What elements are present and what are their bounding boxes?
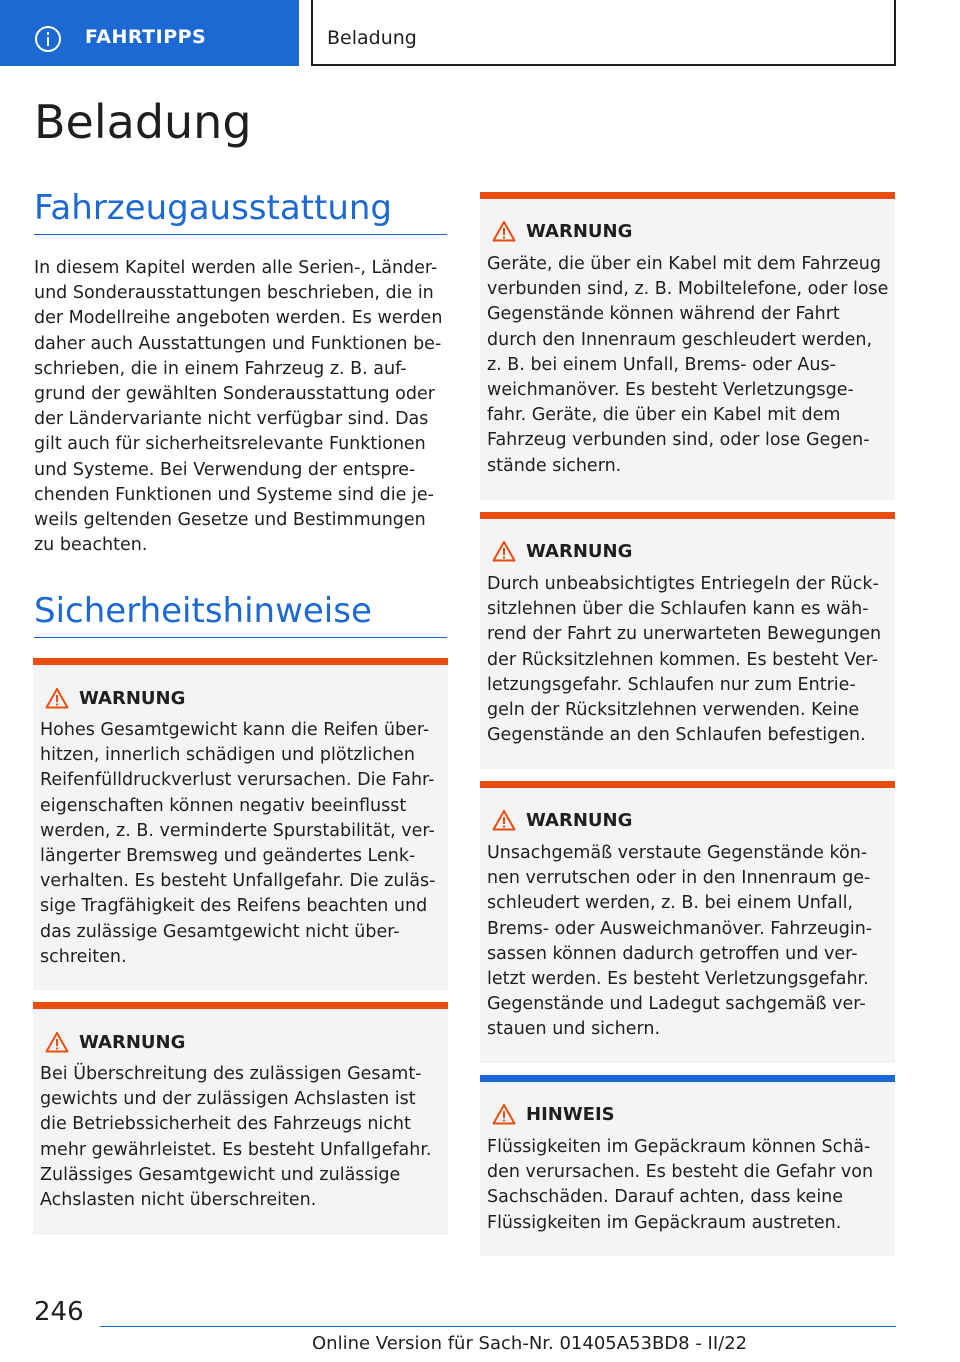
warning-text: Bei Überschreitung des zulässigen Gesamt- gewichts und der zulässigen Achslasten ist die Betriebssicherheit des Fahrzeugs nicht mehr gewährleistet. Es besteht Unfallgefahr. Zulässiges Gesamtgewicht und zulässige Achslasten nicht überschreiten. [40,1064,432,1211]
section-title-fahrzeugausstattung: Fahrzeugausstattung [34,188,393,228]
warning-title: WARNUNG [526,810,633,831]
section-header-label: Beladung [327,27,417,49]
warning-triangle-icon [492,809,516,831]
warning-text: Hohes Gesamtgewicht kann die Reifen über- hitzen, innerlich schädigen und plötzlichen Reifenfülldruckverlust verursachen. Die Fahr- eigenschaften können negativ beeinflusst werden, z. B. verminderte Spurstabilität, ver- längerter Bremsweg und geändertes Lenk- verhalten. Es besteht Unfallgefahr. Die zuläs- sige Tragfähigkeit des Reifens beachten und das zulässige Gesamtgewicht nicht über- schreiten. [40,720,436,967]
notice-bar [480,1075,895,1082]
footer-online-version: Online Version für Sach-Nr. 01405A53BD8 - II/22 [312,1333,748,1354]
warning-bar [480,512,895,519]
warning-box [480,192,895,500]
section-header-box [311,0,896,66]
section-divider [34,234,447,235]
warning-title: WARNUNG [79,1032,186,1053]
warning-box [480,781,895,1063]
section-title-sicherheitshinweise: Sicherheitshinweise [34,591,372,631]
intro-paragraph: In diesem Kapitel werden alle Serien-, Länder- und Sonderausstattungen beschrieben, die in der Modellreihe angeboten werden. Es werden daher auch Ausstattungen und Funktionen be- schrieben, die in einem Fahrzeug z. B. auf- grund der gewählten Sonderausstattung oder der Ländervariante nicht verfügbar sind. Das gilt auch für sicherheitsrelevante Funktionen und Systeme. Bei Verwendung der entspre- chenden Funktionen und Systeme sind die je- weils geltenden Gesetze und Bestimmungen zu beachten. [34,258,443,556]
page-number: 246 [34,1297,84,1327]
notice-title: HINWEIS [526,1104,615,1125]
warning-bar [480,781,895,788]
warning-triangle-icon [492,1103,516,1125]
footer-divider [100,1326,896,1327]
warning-triangle-icon [492,220,516,242]
warning-triangle-icon [45,687,69,709]
warning-text: Durch unbeabsichtigtes Entriegeln der Rück- sitzlehnen über die Schlaufen kann es wäh- rend der Fahrt zu unerwarteten Bewegungen der Rücksitzlehnen kommen. Es besteht Ver- letzungsgefahr. Schlaufen nur zum Entrie- geln der Rücksitzlehnen verwenden. Keine Gegenstände an den Schlaufen befestigen. [487,574,882,746]
section-divider [34,637,447,638]
warning-box [33,658,448,990]
notice-box [480,1075,895,1256]
chapter-tab-label: FAHRTIPPS [85,26,207,48]
warning-bar [33,1002,448,1009]
warning-title: WARNUNG [526,541,633,562]
warning-text: Unsachgemäß verstaute Gegenstände kön- nen verrutschen oder in den Innenraum ge- schleudert werden, z. B. bei einem Unfall, Brems- oder Ausweichmanöver. Fahrzeugin- sassen können dadurch getroffen und ver- letzt werden. Es besteht Verletzungsgefahr. Gegenstände und Ladegut sachgemäß ver- stauen und sichern. [487,843,873,1040]
warning-title: WARNUNG [526,221,633,242]
chapter-tab[interactable] [0,0,299,66]
page-title: Beladung [34,95,252,149]
warning-triangle-icon [492,540,516,562]
warning-triangle-icon [45,1031,69,1053]
warning-box [33,1002,448,1235]
warning-bar [33,658,448,665]
warning-bar [480,192,895,199]
warning-box [480,512,895,769]
info-icon [35,26,61,52]
warning-title: WARNUNG [79,688,186,709]
notice-text: Flüssigkeiten im Gepäckraum können Schä- den verursachen. Es besteht die Gefahr von Sachschäden. Darauf achten, dass keine Flüssigkeiten im Gepäckraum austreten. [487,1137,874,1233]
warning-text: Geräte, die über ein Kabel mit dem Fahrzeug verbunden sind, z. B. Mobiltelefone, oder lose Gegenstände können während der Fahrt durch den Innenraum geschleudert werden, z. B. bei einem Unfall, Brems- oder Aus- weichmanöver. Es besteht Verletzungsge- fahr. Geräte, die über ein Kabel mit dem Fahrzeug verbunden sind, oder lose Gegen- stände sichern. [487,254,889,476]
